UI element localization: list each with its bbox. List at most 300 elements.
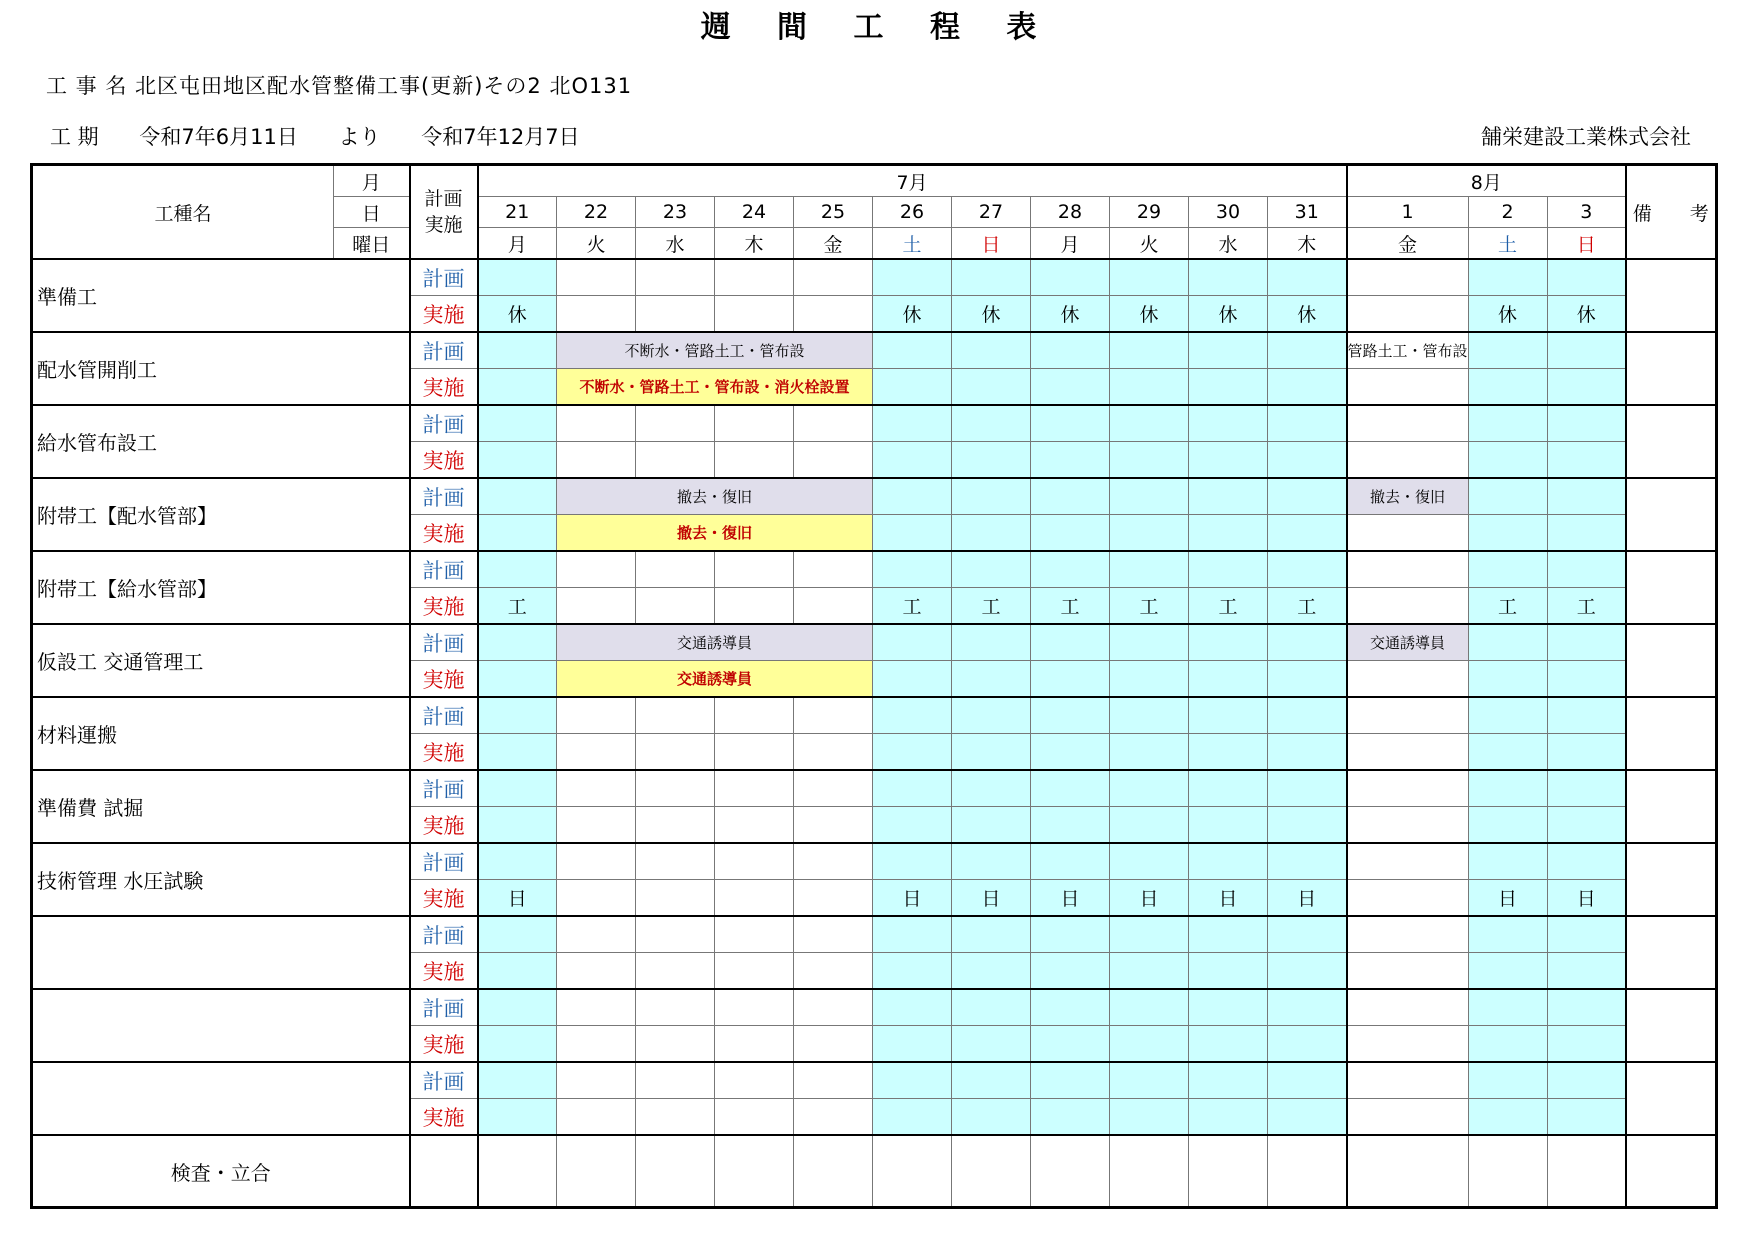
day-cell (1110, 734, 1189, 771)
day-cell (715, 405, 794, 442)
day-cell (952, 989, 1031, 1026)
day-cell (1547, 807, 1626, 844)
inspection-cell (1031, 1135, 1110, 1208)
day-cell (1468, 989, 1547, 1026)
plan-label: 計画 (410, 1062, 478, 1099)
remarks-cell (1626, 1062, 1716, 1135)
day-cell (715, 551, 794, 588)
day-cell (952, 953, 1031, 990)
day-cell (1347, 405, 1469, 442)
day-cell (715, 807, 794, 844)
day-cell (1268, 369, 1347, 406)
day-cell (557, 1099, 636, 1136)
day-cell (1110, 953, 1189, 990)
day-header: 30 (1189, 197, 1268, 228)
day-cell (715, 1099, 794, 1136)
day-cell (1031, 551, 1110, 588)
schedule-bar: 交通誘導員 (557, 661, 873, 698)
day-cell (1031, 661, 1110, 698)
day-cell (478, 1062, 557, 1099)
day-cell (715, 770, 794, 807)
day-cell (557, 405, 636, 442)
schedule-bar: 交通誘導員 (557, 624, 873, 661)
day-cell (1347, 697, 1469, 734)
day-cell (1268, 989, 1347, 1026)
day-cell (794, 697, 873, 734)
day-cell (1268, 916, 1347, 953)
day-cell (1347, 661, 1469, 698)
day-cell (873, 369, 952, 406)
day-cell (794, 259, 873, 296)
day-cell (1347, 770, 1469, 807)
actual-label: 実施 (410, 661, 478, 698)
day-cell (1031, 916, 1110, 953)
day-cell (1031, 369, 1110, 406)
day-cell (1189, 953, 1268, 990)
day-cell (557, 296, 636, 333)
day-cell (873, 807, 952, 844)
day-cell (1268, 770, 1347, 807)
weekday-header: 木 (715, 228, 794, 260)
day-cell (794, 1062, 873, 1099)
day-cell (952, 405, 1031, 442)
day-cell (1468, 953, 1547, 990)
day-cell (1468, 661, 1547, 698)
day-cell (1031, 770, 1110, 807)
day-cell (1468, 515, 1547, 552)
plan-label: 計画 (410, 916, 478, 953)
day-cell (873, 697, 952, 734)
day-cell (478, 807, 557, 844)
day-cell (636, 989, 715, 1026)
day-cell (478, 953, 557, 990)
day-cell (873, 1026, 952, 1063)
weekday-header: 火 (1110, 228, 1189, 260)
actual-label: 実施 (410, 442, 478, 479)
day-cell (873, 442, 952, 479)
day-cell (1268, 1099, 1347, 1136)
day-cell (1189, 624, 1268, 661)
day-cell (1031, 624, 1110, 661)
inspection-cell (1347, 1135, 1469, 1208)
day-cell (715, 1026, 794, 1063)
day-cell (1189, 332, 1268, 369)
day-cell (1347, 734, 1469, 771)
day-cell (873, 259, 952, 296)
month-july: 7月 (478, 165, 1347, 197)
day-cell (794, 296, 873, 333)
day-cell (715, 442, 794, 479)
day-header: 26 (873, 197, 952, 228)
day-mark: 休 (1031, 296, 1110, 333)
day-mark: 工 (478, 588, 557, 625)
day-cell (1347, 442, 1469, 479)
weekday-header: 水 (636, 228, 715, 260)
actual-label: 実施 (410, 588, 478, 625)
day-mark: 休 (1268, 296, 1347, 333)
day-cell (478, 843, 557, 880)
day-cell (873, 916, 952, 953)
weekday-header: 金 (794, 228, 873, 260)
actual-label: 実施 (410, 1099, 478, 1136)
day-cell (1031, 953, 1110, 990)
day-cell (636, 296, 715, 333)
day-mark: 工 (1468, 588, 1547, 625)
day-cell (636, 1099, 715, 1136)
day-cell (1268, 551, 1347, 588)
task-name: 材料運搬 (32, 697, 410, 770)
remarks-cell (1626, 916, 1716, 989)
day-mark: 日 (1468, 880, 1547, 917)
weekday-header: 木 (1268, 228, 1347, 260)
day-cell (1110, 843, 1189, 880)
plan-label: 計画 (410, 478, 478, 515)
day-cell (1268, 697, 1347, 734)
day-cell (478, 1099, 557, 1136)
work-name: 工 事 名 北区屯田地区配水管整備工事(更新)その2 北O131 (46, 74, 633, 98)
day-cell (1547, 478, 1626, 515)
day-cell (636, 442, 715, 479)
day-cell (1347, 588, 1469, 625)
day-cell (636, 1062, 715, 1099)
day-cell (557, 734, 636, 771)
day-cell (952, 916, 1031, 953)
day-cell (1347, 369, 1469, 406)
day-cell (873, 734, 952, 771)
day-cell (1268, 405, 1347, 442)
day-cell (794, 734, 873, 771)
day-header: 29 (1110, 197, 1189, 228)
day-cell (1547, 442, 1626, 479)
day-cell (952, 1026, 1031, 1063)
day-mark: 日 (873, 880, 952, 917)
day-cell (873, 661, 952, 698)
plan-label: 計画 (410, 551, 478, 588)
day-cell (1189, 843, 1268, 880)
day-mark: 工 (1268, 588, 1347, 625)
day-cell (1547, 1062, 1626, 1099)
weekday-label: 曜日 (334, 228, 410, 260)
schedule-bar: 撤去・復旧 (1347, 478, 1469, 515)
day-cell (1468, 1026, 1547, 1063)
day-cell (1268, 843, 1347, 880)
period-end: 令和7年12月7日 (421, 125, 580, 149)
day-cell (794, 880, 873, 917)
day-cell (1110, 1099, 1189, 1136)
day-cell (794, 588, 873, 625)
day-cell (557, 588, 636, 625)
remarks-cell (1626, 332, 1716, 405)
day-cell (1547, 661, 1626, 698)
task-name: 準備工 (32, 259, 410, 332)
day-cell (952, 624, 1031, 661)
day-cell (636, 697, 715, 734)
day-cell (1268, 259, 1347, 296)
plan-label: 計画 (410, 770, 478, 807)
schedule-bar: 管路土工・管布設 (1347, 332, 1469, 369)
schedule-table (30, 163, 1718, 1209)
day-mark: 工 (1547, 588, 1626, 625)
task-name: 附帯工【配水管部】 (32, 478, 410, 551)
inspection-cell (715, 1135, 794, 1208)
inspection-cell (1189, 1135, 1268, 1208)
actual-label: 実施 (410, 296, 478, 333)
day-cell (952, 697, 1031, 734)
day-label: 日 (334, 197, 410, 228)
plan-label: 計画 (410, 989, 478, 1026)
day-cell (1110, 442, 1189, 479)
inspection-cell (873, 1135, 952, 1208)
day-cell (1031, 332, 1110, 369)
day-cell (1347, 259, 1469, 296)
remarks-cell (1626, 770, 1716, 843)
day-cell (1268, 734, 1347, 771)
day-cell (1110, 989, 1189, 1026)
day-header: 24 (715, 197, 794, 228)
period-from: より (338, 125, 381, 149)
day-cell (636, 1026, 715, 1063)
day-cell (952, 551, 1031, 588)
day-cell (715, 734, 794, 771)
day-cell (952, 478, 1031, 515)
day-cell (1110, 478, 1189, 515)
weekday-header: 日 (952, 228, 1031, 260)
plan-label: 計画 (410, 624, 478, 661)
day-cell (1189, 661, 1268, 698)
remarks-cell (1626, 843, 1716, 916)
day-cell (478, 369, 557, 406)
task-name: 準備費 試掘 (32, 770, 410, 843)
day-mark: 休 (1110, 296, 1189, 333)
day-cell (715, 843, 794, 880)
plan-actual-header: 計画 実施 (410, 165, 478, 260)
day-cell (1189, 515, 1268, 552)
weekday-header: 日 (1547, 228, 1626, 260)
day-cell (478, 734, 557, 771)
day-cell (1268, 953, 1347, 990)
day-cell (952, 843, 1031, 880)
weekday-header: 月 (1031, 228, 1110, 260)
day-cell (952, 661, 1031, 698)
day-cell (1468, 734, 1547, 771)
day-cell (1110, 515, 1189, 552)
day-cell (478, 1026, 557, 1063)
day-header: 1 (1347, 197, 1469, 228)
day-cell (636, 807, 715, 844)
day-mark: 休 (1468, 296, 1547, 333)
day-cell (952, 332, 1031, 369)
day-cell (1468, 369, 1547, 406)
day-cell (1547, 843, 1626, 880)
day-cell (1347, 551, 1469, 588)
task-name-header: 工種名 (32, 165, 334, 260)
day-cell (478, 624, 557, 661)
schedule-bar: 交通誘導員 (1347, 624, 1469, 661)
task-name (32, 916, 410, 989)
day-cell (873, 1099, 952, 1136)
actual-label: 実施 (410, 880, 478, 917)
inspection-cell (794, 1135, 873, 1208)
day-cell (1268, 332, 1347, 369)
day-cell (557, 880, 636, 917)
day-cell (1110, 697, 1189, 734)
inspection-label: 検査・立合 (32, 1135, 410, 1208)
day-cell (1468, 697, 1547, 734)
inspection-cell (1268, 1135, 1347, 1208)
day-cell (952, 259, 1031, 296)
day-mark: 工 (952, 588, 1031, 625)
day-cell (1347, 843, 1469, 880)
schedule-bar: 不断水・管路土工・管布設・消火栓設置 (557, 369, 873, 406)
day-cell (1031, 1026, 1110, 1063)
day-cell (1347, 1026, 1469, 1063)
day-cell (1189, 369, 1268, 406)
day-cell (794, 770, 873, 807)
day-mark: 休 (1547, 296, 1626, 333)
day-cell (636, 843, 715, 880)
day-cell (794, 989, 873, 1026)
day-header: 31 (1268, 197, 1347, 228)
day-cell (1110, 332, 1189, 369)
task-name: 技術管理 水圧試験 (32, 843, 410, 916)
schedule-bar: 撤去・復旧 (557, 515, 873, 552)
day-cell (557, 259, 636, 296)
day-mark: 日 (1268, 880, 1347, 917)
remarks-cell (1626, 1135, 1716, 1208)
inspection-cell (952, 1135, 1031, 1208)
day-cell (1110, 369, 1189, 406)
day-cell (478, 405, 557, 442)
day-cell (873, 332, 952, 369)
day-cell (794, 1099, 873, 1136)
day-cell (636, 259, 715, 296)
schedule-bar: 撤去・復旧 (557, 478, 873, 515)
day-cell (1268, 624, 1347, 661)
day-cell (952, 807, 1031, 844)
day-mark: 日 (952, 880, 1031, 917)
day-cell (478, 332, 557, 369)
day-cell (1031, 807, 1110, 844)
day-cell (952, 770, 1031, 807)
actual-label: 実施 (410, 1026, 478, 1063)
day-cell (1110, 551, 1189, 588)
day-cell (557, 843, 636, 880)
day-cell (1189, 551, 1268, 588)
day-cell (1110, 916, 1189, 953)
day-cell (1189, 1026, 1268, 1063)
task-name: 仮設工 交通管理工 (32, 624, 410, 697)
remarks-cell (1626, 478, 1716, 551)
day-cell (1031, 442, 1110, 479)
day-cell (636, 880, 715, 917)
day-cell (873, 1062, 952, 1099)
actual-label: 実施 (410, 807, 478, 844)
schedule-bar: 不断水・管路土工・管布設 (557, 332, 873, 369)
day-cell (1110, 770, 1189, 807)
day-cell (478, 916, 557, 953)
day-cell (715, 259, 794, 296)
day-cell (1268, 442, 1347, 479)
weekday-header: 水 (1189, 228, 1268, 260)
weekday-header: 月 (478, 228, 557, 260)
day-cell (1547, 916, 1626, 953)
day-cell (557, 551, 636, 588)
day-cell (873, 405, 952, 442)
day-cell (794, 843, 873, 880)
day-cell (1268, 807, 1347, 844)
day-cell (873, 515, 952, 552)
day-cell (715, 916, 794, 953)
month-august: 8月 (1347, 165, 1627, 197)
day-header: 23 (636, 197, 715, 228)
inspection-cell (557, 1135, 636, 1208)
inspection-cell (1110, 1135, 1189, 1208)
weekday-header: 火 (557, 228, 636, 260)
day-cell (952, 1099, 1031, 1136)
day-cell (478, 770, 557, 807)
day-cell (1110, 405, 1189, 442)
task-name: 給水管布設工 (32, 405, 410, 478)
day-cell (1468, 770, 1547, 807)
day-header: 27 (952, 197, 1031, 228)
day-cell (873, 843, 952, 880)
day-cell (478, 478, 557, 515)
day-cell (478, 697, 557, 734)
day-mark: 工 (873, 588, 952, 625)
actual-label: 実施 (410, 734, 478, 771)
day-cell (952, 1062, 1031, 1099)
weekday-header: 土 (1468, 228, 1547, 260)
actual-label: 実施 (410, 953, 478, 990)
period-label: 工 期 (50, 125, 99, 149)
day-mark: 工 (1189, 588, 1268, 625)
day-cell (715, 1062, 794, 1099)
day-cell (1468, 1062, 1547, 1099)
day-cell (1189, 807, 1268, 844)
day-cell (1031, 843, 1110, 880)
day-cell (715, 953, 794, 990)
day-cell (1189, 989, 1268, 1026)
day-mark: 日 (1031, 880, 1110, 917)
construction-period (50, 121, 614, 151)
remarks-cell (1626, 697, 1716, 770)
remarks-cell (1626, 989, 1716, 1062)
day-cell (1347, 296, 1469, 333)
day-mark: 日 (478, 880, 557, 917)
day-mark: 休 (1189, 296, 1268, 333)
period-start: 令和7年6月11日 (139, 125, 298, 149)
day-cell (1110, 807, 1189, 844)
day-cell (636, 770, 715, 807)
day-cell (1189, 259, 1268, 296)
day-cell (1031, 478, 1110, 515)
day-cell (1189, 1062, 1268, 1099)
day-cell (873, 989, 952, 1026)
day-cell (873, 478, 952, 515)
day-cell (478, 551, 557, 588)
day-cell (557, 916, 636, 953)
day-cell (1110, 1026, 1189, 1063)
task-name: 附帯工【給水管部】 (32, 551, 410, 624)
day-cell (1468, 551, 1547, 588)
day-mark: 休 (478, 296, 557, 333)
day-cell (1031, 405, 1110, 442)
day-cell (557, 1026, 636, 1063)
day-mark: 工 (1031, 588, 1110, 625)
day-cell (1468, 916, 1547, 953)
day-cell (1547, 259, 1626, 296)
day-cell (1347, 1099, 1469, 1136)
